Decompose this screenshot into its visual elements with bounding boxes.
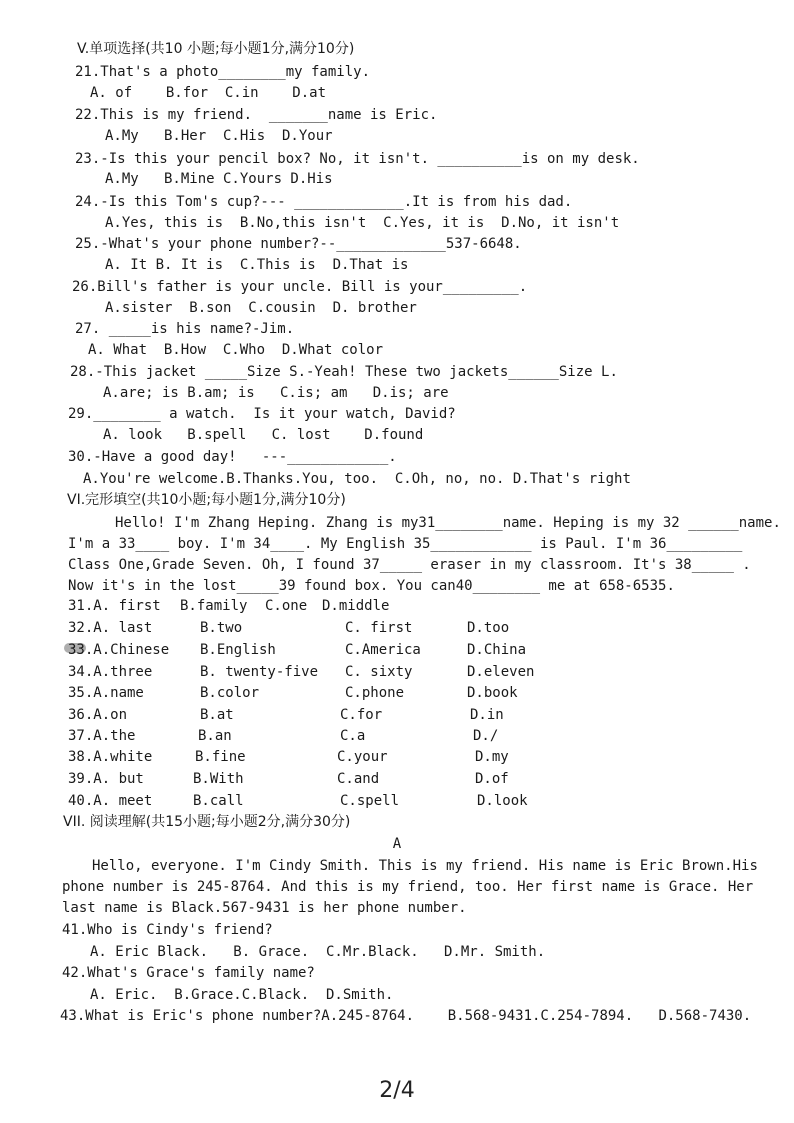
option-c: C.one	[265, 598, 308, 614]
page-number: 2/4	[379, 1078, 415, 1103]
option-c: C.your	[337, 749, 388, 765]
question-26: 26.Bill's father is your uncle. Bill is your_________.	[72, 279, 528, 295]
cloze-passage-line-3: Class One,Grade Seven. Oh, I found 37_____ eraser in my classroom. It's 38_____ .	[68, 557, 751, 573]
option-d: D.too	[467, 620, 510, 636]
reading-passage-line-1: Hello, everyone. I'm Cindy Smith. This is my friend. His name is Eric Brown.His	[92, 858, 758, 874]
option-c: C.a	[340, 728, 366, 744]
option-a: 37.A.the	[68, 728, 136, 744]
option-a: 32.A. last	[68, 620, 153, 636]
question-42-options: A. Eric. B.Grace.C.Black. D.Smith.	[90, 987, 394, 1003]
option-a: 35.A.name	[68, 685, 144, 701]
question-29: 29.________ a watch. Is it your watch, David?	[68, 406, 456, 422]
option-a: 40.A. meet	[68, 793, 153, 809]
question-21-options: A. of B.for C.in D.at	[90, 85, 327, 101]
question-28: 28.-This jacket _____Size S.-Yeah! These two jackets______Size L.	[70, 364, 618, 380]
question-25: 25.-What's your phone number?--_____________537-6648.	[75, 236, 522, 252]
option-d: D./	[473, 728, 499, 744]
option-b: B. twenty-five	[200, 664, 319, 680]
question-23: 23.-Is this your pencil box? No, it isn't. __________is on my desk.	[75, 151, 640, 167]
option-a: 31.A. first	[68, 598, 161, 614]
option-b: B.call	[193, 793, 244, 809]
option-b: B.With	[193, 771, 244, 787]
option-c: C. first	[345, 620, 413, 636]
question-24: 24.-Is this Tom's cup?--- _____________.It is from his dad.	[75, 194, 573, 210]
section-7-title: VII. 阅读理解(共15小题;每小题2分,满分30分)	[63, 814, 351, 830]
option-a: 38.A.white	[68, 749, 153, 765]
passage-label: A	[392, 836, 402, 852]
question-22-options: A.My B.Her C.His D.Your	[105, 128, 333, 144]
option-b: B.fine	[195, 749, 246, 765]
option-c: C. sixty	[345, 664, 413, 680]
option-d: D.eleven	[467, 664, 535, 680]
question-42: 42.What's Grace's family name?	[62, 965, 315, 981]
option-b: B.an	[198, 728, 232, 744]
question-41: 41.Who is Cindy's friend?	[62, 922, 273, 938]
reading-passage-line-3: last name is Black.567-9431 is her phone number.	[62, 900, 467, 916]
option-d: D.of	[475, 771, 509, 787]
question-30: 30.-Have a good day! ---____________.	[68, 449, 397, 465]
option-b: B.color	[200, 685, 260, 701]
reading-passage-line-2: phone number is 245-8764. And this is my friend, too. Her first name is Grace. Her	[62, 879, 754, 895]
option-b: B.English	[200, 642, 276, 658]
question-26-options: A.sister B.son C.cousin D. brother	[105, 300, 417, 316]
cloze-passage-line-2: I'm a 33____ boy. I'm 34____. My English 35____________ is Paul. I'm 36_________	[68, 536, 743, 552]
question-23-options: A.My B.Mine C.Yours D.His	[105, 171, 333, 187]
question-22: 22.This is my friend. _______name is Eric.	[75, 107, 438, 123]
option-b: B.at	[200, 707, 234, 723]
section-5-title: V.单项选择(共10 小题;每小题1分,满分10分)	[77, 41, 355, 57]
question-27-options: A. What B.How C.Who D.What color	[88, 342, 384, 358]
option-c: C.spell	[340, 793, 400, 809]
option-a: 36.A.on	[68, 707, 128, 723]
option-c: C.and	[337, 771, 380, 787]
question-29-options: A. look B.spell C. lost D.found	[103, 427, 424, 443]
option-c: C.phone	[345, 685, 405, 701]
option-a: 34.A.three	[68, 664, 153, 680]
question-30-options: A.You're welcome.B.Thanks.You, too. C.Oh, no, no. D.That's right	[83, 471, 631, 487]
option-d: D.middle	[322, 598, 390, 614]
option-c: C.America	[345, 642, 421, 658]
option-b: B.family	[180, 598, 248, 614]
option-d: D.China	[467, 642, 527, 658]
question-28-options: A.are; is B.am; is C.is; am D.is; are	[103, 385, 449, 401]
question-27: 27. _____is his name?-Jim.	[75, 321, 295, 337]
option-a: 33.A.Chinese	[68, 642, 170, 658]
option-a: 39.A. but	[68, 771, 144, 787]
question-41-options: A. Eric Black. B. Grace. C.Mr.Black. D.Mr. Smith.	[90, 944, 546, 960]
option-d: D.in	[470, 707, 504, 723]
option-d: D.book	[467, 685, 518, 701]
question-25-options: A. It B. It is C.This is D.That is	[105, 257, 409, 273]
option-c: C.for	[340, 707, 383, 723]
cloze-passage-line-4: Now it's in the lost_____39 found box. You can40________ me at 658-6535.	[68, 578, 675, 594]
section-6-title: VI.完形填空(共10小题;每小题1分,满分10分)	[67, 492, 346, 508]
question-43: 43.What is Eric's phone number?A.245-8764. B.568-9431.C.254-7894. D.568-7430.	[60, 1008, 752, 1024]
option-d: D.look	[477, 793, 528, 809]
option-b: B.two	[200, 620, 243, 636]
question-21: 21.That's a photo________my family.	[75, 64, 371, 80]
cloze-passage-line-1: Hello! I'm Zhang Heping. Zhang is my31________name. Heping is my 32 ______name.	[115, 515, 781, 531]
option-d: D.my	[475, 749, 509, 765]
question-24-options: A.Yes, this is B.No,this isn't C.Yes, it is D.No, it isn't	[105, 215, 620, 231]
